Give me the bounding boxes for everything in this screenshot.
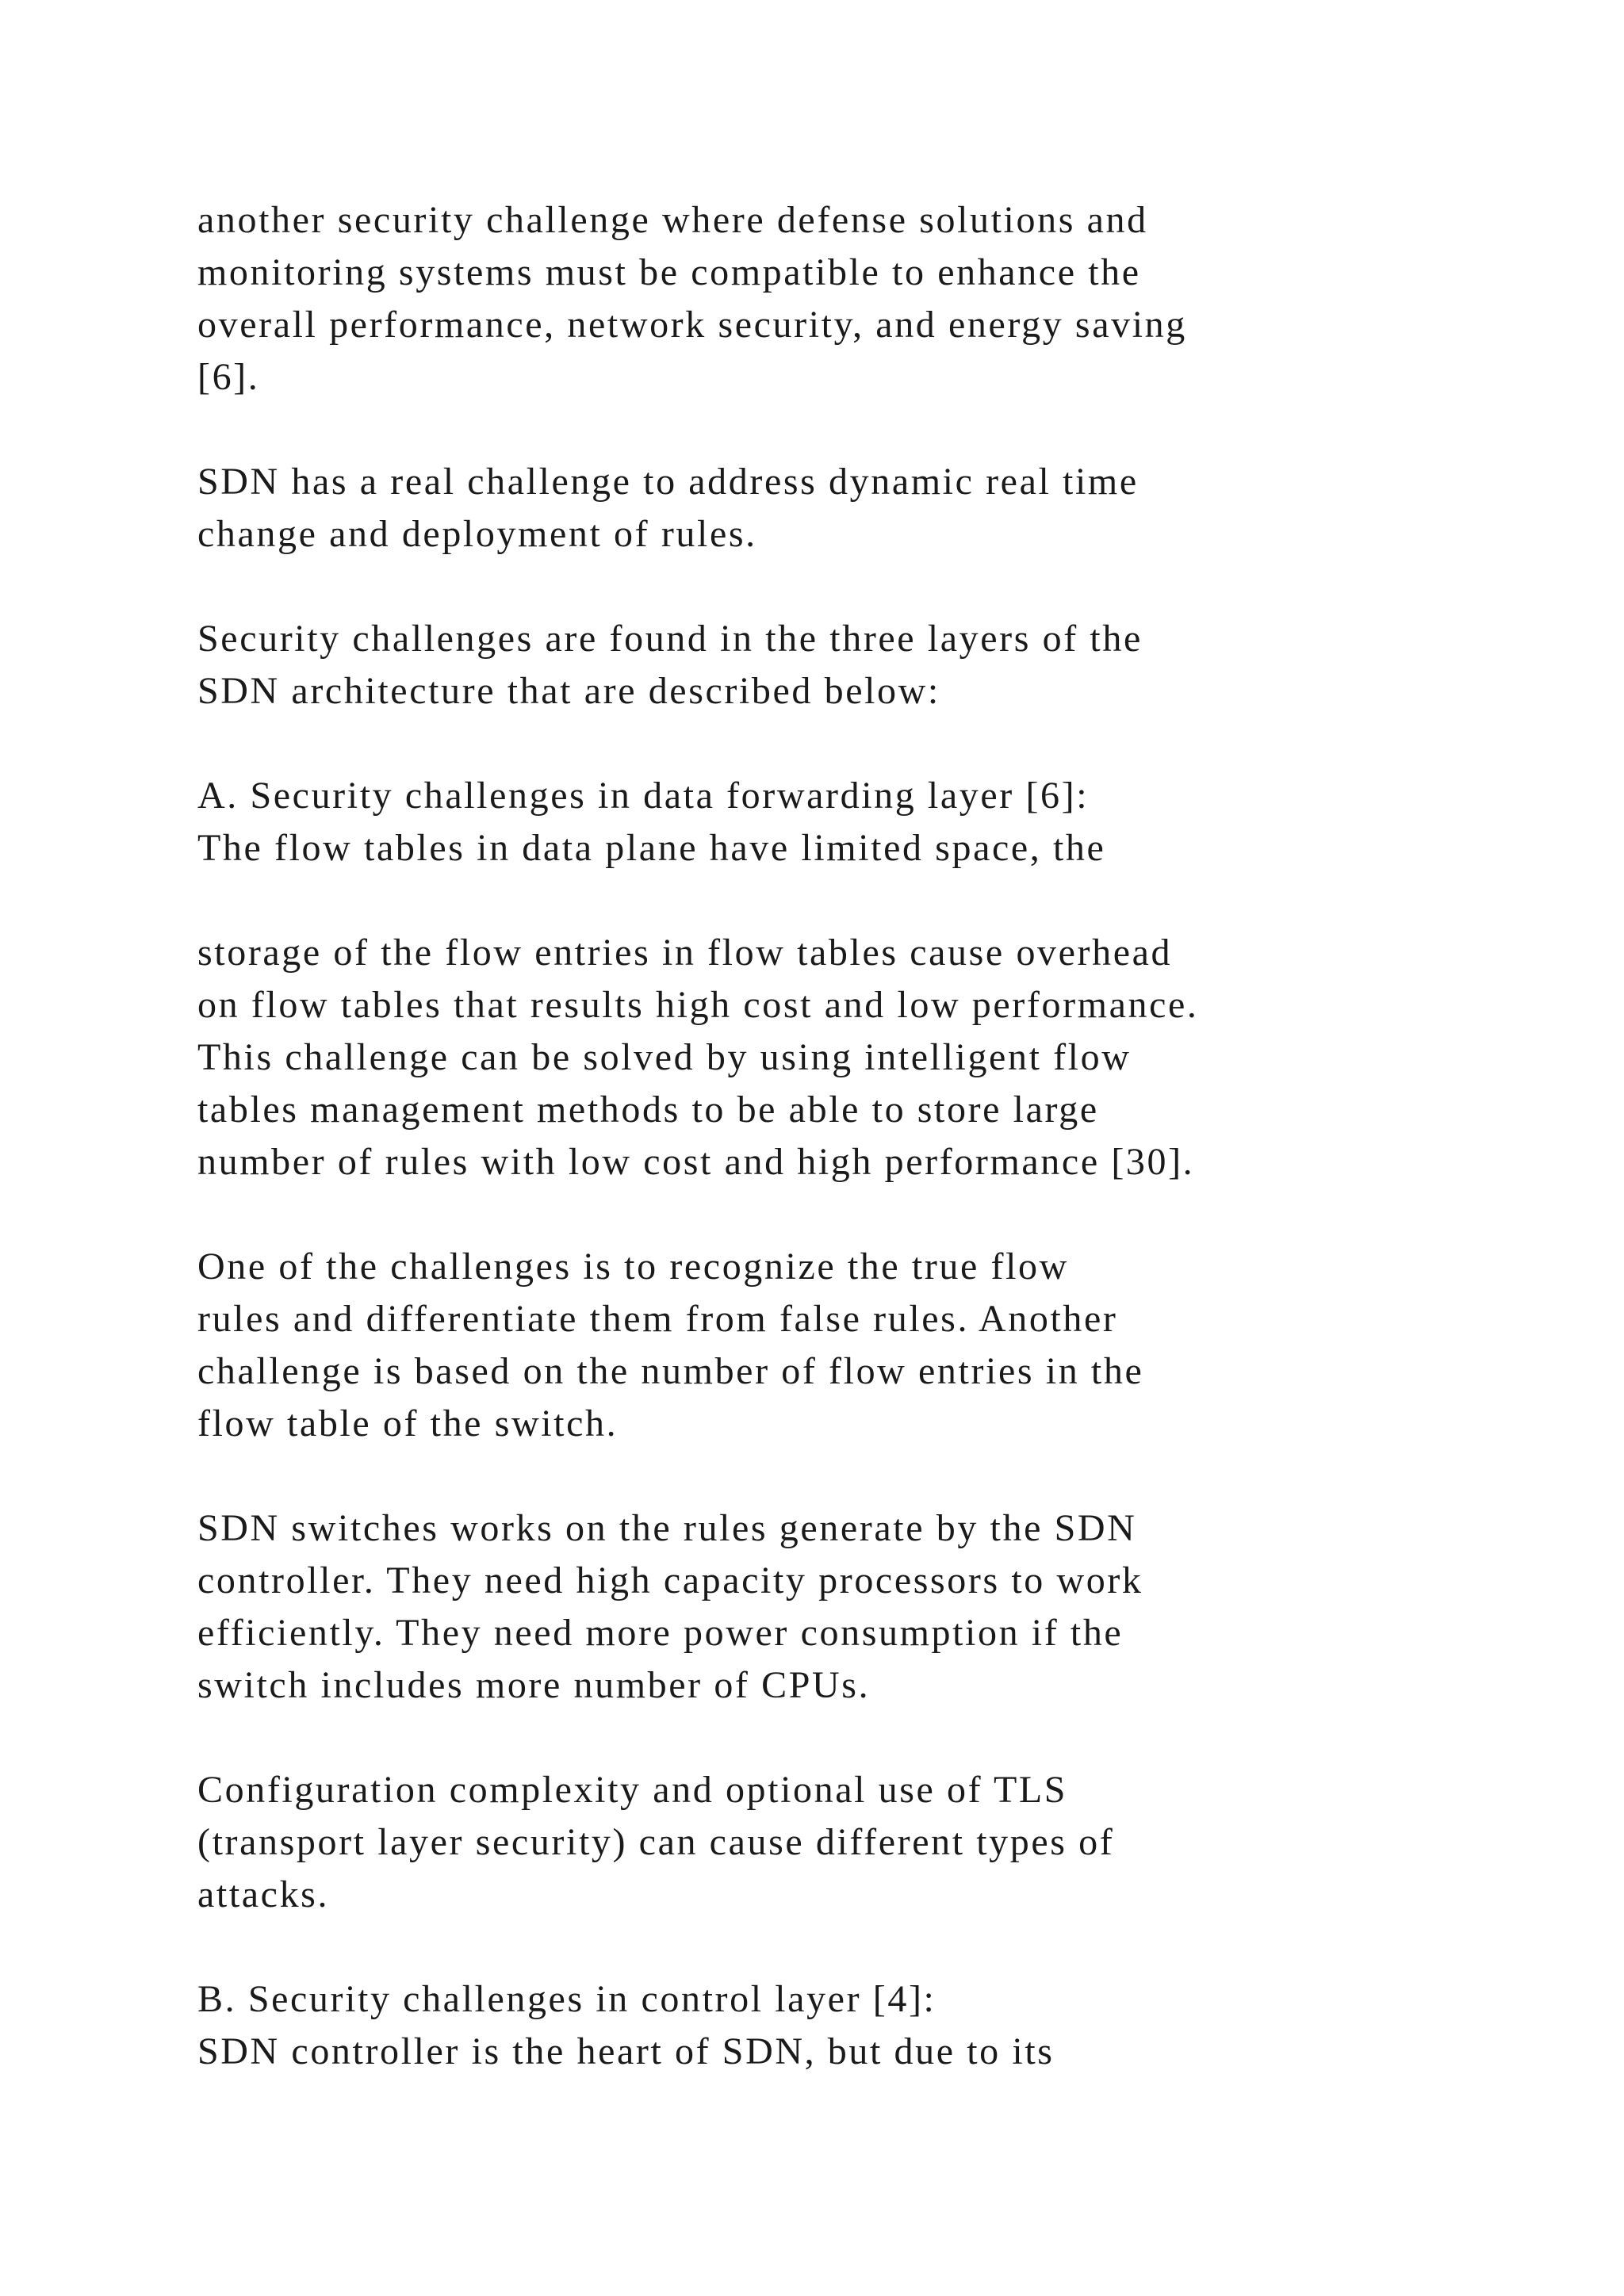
text-line: The flow tables in data plane have limited space, the (197, 827, 1106, 869)
text-line: change and deployment of rules. (197, 513, 757, 555)
text-line: Security challenges are found in the three layers of the (197, 618, 1143, 660)
text-line: controller. They need high capacity processors to work (197, 1559, 1143, 1601)
section-heading-line: B. Security challenges in control layer [4]: (197, 1978, 936, 2020)
text-line: SDN has a real challenge to address dynamic real time (197, 461, 1139, 503)
text-line: This challenge can be solved by using intelligent flow (197, 1036, 1132, 1078)
text-line: another security challenge where defense solutions and (197, 199, 1148, 241)
section-heading-line: A. Security challenges in data forwarding layer [6]: (197, 775, 1090, 817)
text-line: number of rules with low cost and high performance [30]. (197, 1141, 1195, 1183)
text-line: One of the challenges is to recognize the true flow (197, 1246, 1069, 1288)
paragraph-gap (197, 1450, 1561, 1502)
text-line: SDN architecture that are described below: (197, 670, 940, 712)
paragraph-gap (197, 561, 1561, 613)
document-page (197, 194, 1561, 2078)
paragraph-gap (197, 1188, 1561, 1241)
paragraph-gap (197, 874, 1561, 927)
text-line: tables management methods to be able to store large (197, 1089, 1099, 1131)
paragraph-gap (197, 1921, 1561, 1973)
paragraph-gap (197, 404, 1561, 456)
paragraph-gap (197, 1712, 1561, 1764)
text-line: efficiently. They need more power consumption if the (197, 1612, 1124, 1654)
text-line: monitoring systems must be compatible to enhance the (197, 251, 1141, 293)
text-line: [6]. (197, 356, 260, 398)
text-line: challenge is based on the number of flow entries in the (197, 1350, 1144, 1392)
text-line: SDN switches works on the rules generate by the SDN (197, 1507, 1137, 1549)
text-line: rules and differentiate them from false rules. Another (197, 1298, 1118, 1340)
text-line: (transport layer security) can cause different types of (197, 1821, 1115, 1863)
text-line: overall performance, network security, and energy saving (197, 304, 1187, 346)
text-line: switch includes more number of CPUs. (197, 1664, 871, 1706)
paragraph-gap (197, 718, 1561, 770)
text-line: Configuration complexity and optional use of TLS (197, 1769, 1068, 1811)
text-line: on flow tables that results high cost and low performance. (197, 984, 1199, 1026)
text-line: flow table of the switch. (197, 1402, 619, 1445)
text-line: storage of the flow entries in flow tables cause overhead (197, 932, 1173, 974)
text-line: SDN controller is the heart of SDN, but due to its (197, 2030, 1055, 2072)
text-line: attacks. (197, 1873, 330, 1915)
